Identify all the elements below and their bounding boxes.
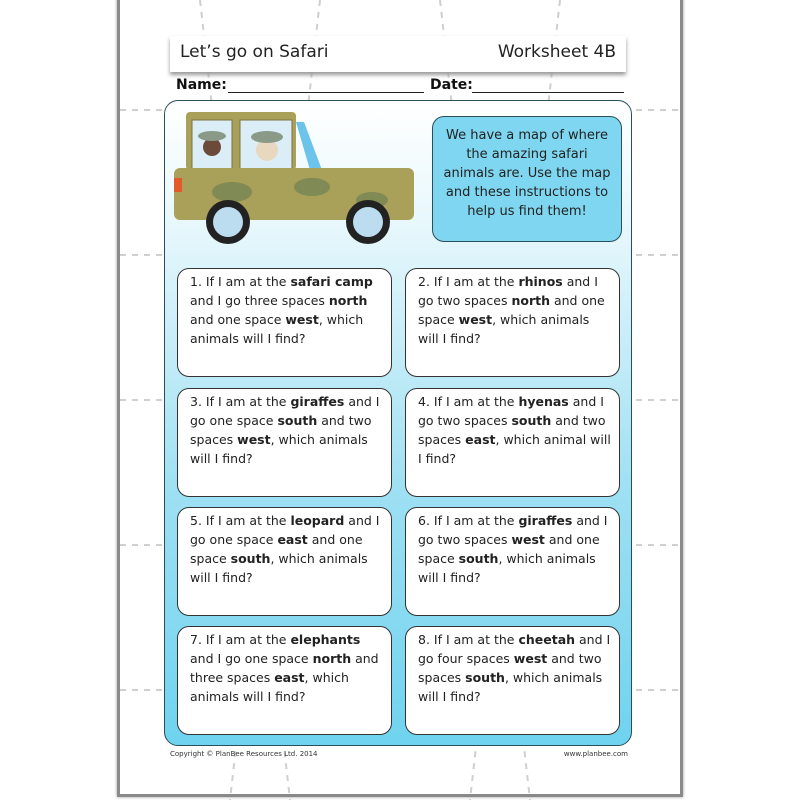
question-text: and I go one space: [190, 513, 380, 547]
question-keyword: north: [312, 651, 352, 666]
website-text: www.planbee.com: [563, 750, 628, 758]
question-text: 7. If I am at the: [190, 632, 291, 647]
question-text: , which animal will I find?: [418, 432, 611, 466]
name-label: Name:: [176, 77, 227, 93]
question-keyword: south: [230, 551, 271, 566]
question-keyword: south: [458, 551, 499, 566]
question-text: and one space: [418, 293, 605, 327]
question-box-8: [405, 626, 620, 735]
question-box-2: [405, 268, 620, 377]
question-text: 5. If I am at the: [190, 513, 291, 528]
worksheet-number: Worksheet 4B: [497, 42, 616, 62]
question-text: and two spaces: [190, 413, 372, 447]
question-text: , which animals will I find?: [190, 432, 368, 466]
question-keyword: giraffes: [518, 513, 573, 528]
question-box-1: [177, 268, 392, 377]
question-keyword: west: [458, 312, 493, 327]
date-label: Date:: [430, 77, 473, 93]
question-keyword: west: [285, 312, 319, 327]
question-text: and I go one space: [190, 651, 313, 666]
question-text: , which animals will I find?: [190, 312, 364, 346]
title-bar: [170, 36, 626, 72]
question-text: and one space: [190, 312, 286, 327]
question-keyword: giraffes: [290, 394, 345, 409]
name-field[interactable]: [228, 92, 424, 93]
question-text: and I go two spaces: [418, 513, 608, 547]
question-keyword: north: [511, 293, 550, 308]
question-keyword: south: [511, 413, 552, 428]
question-keyword: leopard: [290, 513, 345, 528]
question-text: 2. If I am at the: [418, 274, 519, 289]
question-box-5: [177, 507, 392, 616]
question-text: and I go two spaces: [418, 274, 598, 308]
question-keyword: north: [328, 293, 368, 308]
question-text: and one space: [418, 532, 600, 566]
question-keyword: cheetah: [518, 632, 576, 647]
question-text: and I go four spaces: [418, 632, 611, 666]
question-keyword: east: [465, 432, 496, 447]
question-text: and two spaces: [418, 651, 602, 685]
safari-jeep-illustration: [172, 112, 428, 247]
question-keyword: south: [465, 670, 505, 685]
question-keyword: west: [511, 532, 545, 547]
question-keyword: east: [277, 532, 308, 547]
question-keyword: hyenas: [518, 394, 569, 409]
question-box-3: [177, 388, 392, 497]
question-text: 4. If I am at the: [418, 394, 519, 409]
question-text: 3. If I am at the: [190, 394, 291, 409]
question-text: and three spaces: [190, 651, 379, 685]
question-text: , which animals will I find?: [190, 670, 349, 704]
question-box-4: [405, 388, 620, 497]
question-text: and one space: [190, 532, 363, 566]
question-keyword: elephants: [290, 632, 361, 647]
question-box-6: [405, 507, 620, 616]
intro-callout: We have a map of where the amazing safari animals are. Use the map and these instructions to help us find them!: [432, 116, 622, 242]
date-field[interactable]: [472, 92, 624, 93]
question-text: 6. If I am at the: [418, 513, 519, 528]
question-keyword: safari camp: [290, 274, 373, 289]
copyright-text: Copyright © PlanBee Resources Ltd. 2014: [170, 750, 318, 758]
question-text: and I go three spaces: [190, 293, 329, 308]
question-text: , which animals will I find?: [418, 670, 603, 704]
worksheet-title: Let’s go on Safari: [180, 42, 329, 62]
question-text: 8. If I am at the: [418, 632, 519, 647]
question-text: , which animals will I find?: [418, 551, 596, 585]
question-keyword: west: [237, 432, 271, 447]
question-text: , which animals will I find?: [190, 551, 368, 585]
question-text: and two spaces: [418, 413, 606, 447]
question-keyword: rhinos: [518, 274, 563, 289]
question-box-7: [177, 626, 392, 735]
question-text: , which animals will I find?: [418, 312, 590, 346]
question-text: 1. If I am at the: [190, 274, 291, 289]
question-keyword: south: [277, 413, 318, 428]
question-text: and I go two spaces: [418, 394, 604, 428]
question-text: and I go one space: [190, 394, 380, 428]
question-keyword: east: [274, 670, 305, 685]
question-keyword: west: [513, 651, 548, 666]
